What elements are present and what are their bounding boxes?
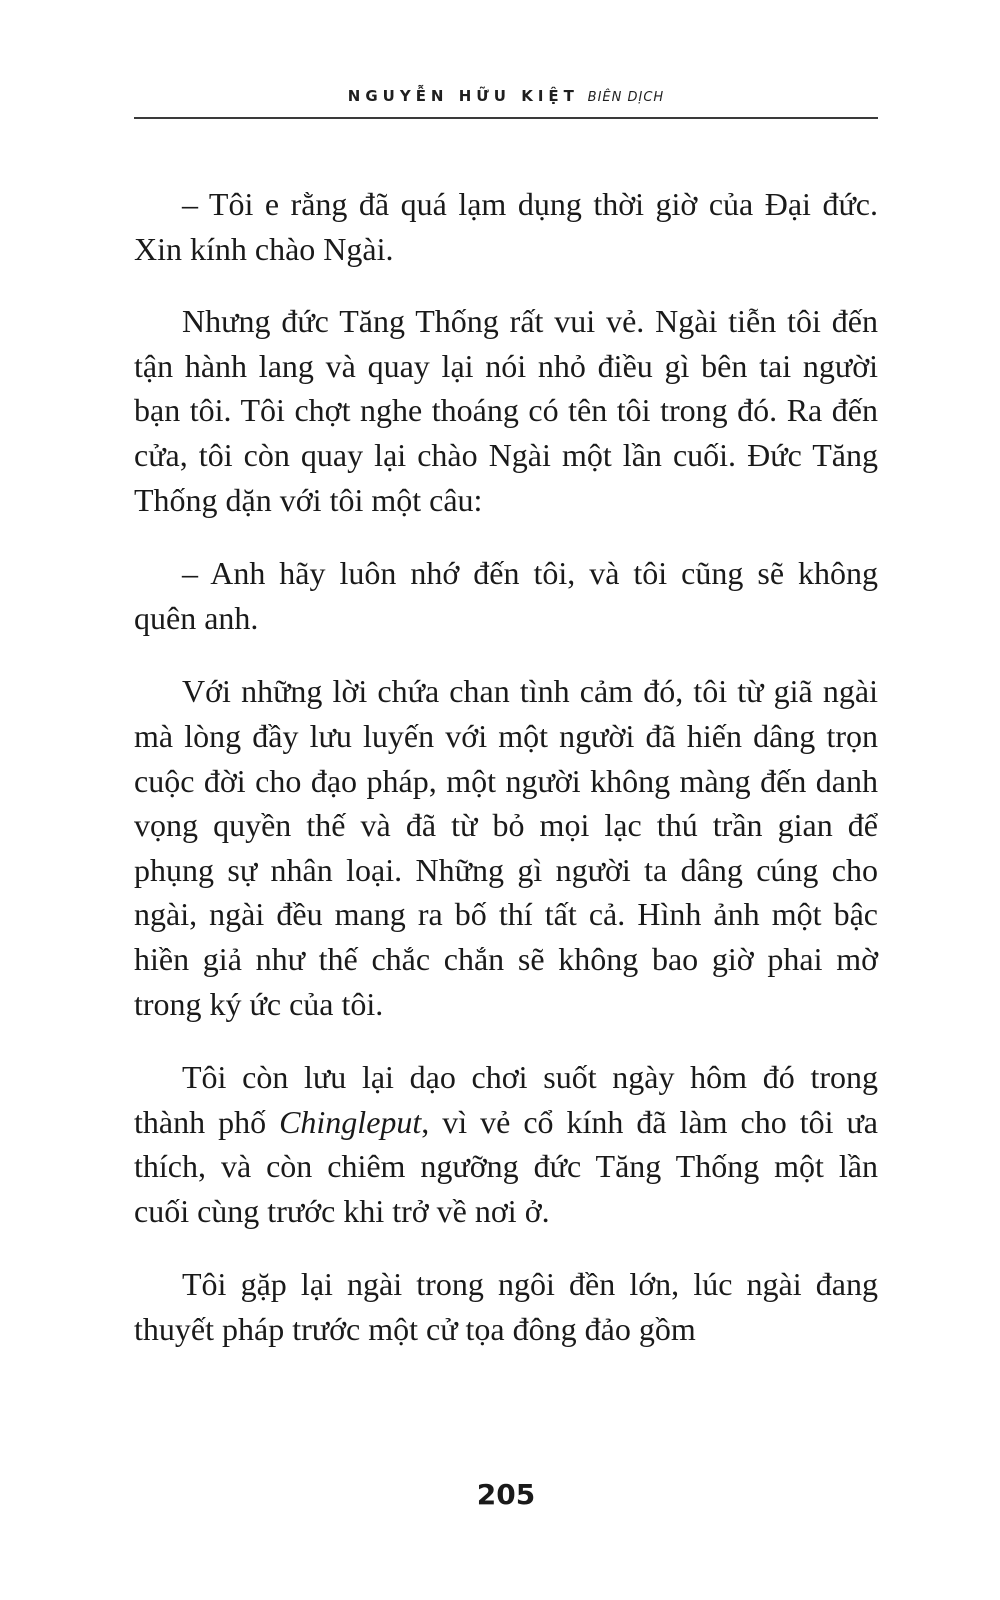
paragraph-chingleput-after: , vì vẻ cổ kính đã làm cho tôi ưa thích, và còn chiêm ngưỡng đức Tăng Thống một lần cuối cùng trước khi trở về nơi ở. [134,1103,879,1229]
page-body [134,182,878,1381]
header-divider [134,117,878,119]
paragraph-chingleput-before: Tôi còn lưu lại dạo chơi suốt ngày hôm đó trong thành phố [134,1059,878,1140]
place-name-chingleput: Chingleput [279,1103,422,1140]
running-header [134,86,878,108]
page-number: 205 [476,1478,536,1511]
header-author: NGUYỄN HỮU KIỆT [347,87,579,105]
paragraph-patriarch-words: – Anh hãy luôn nhớ đến tôi, và tôi cũng sẽ không quên anh. [134,555,878,636]
header-role: BIÊN DỊCH [587,90,665,105]
paragraph-temple-meeting: Tôi gặp lại ngài trong ngôi đền lớn, lúc ngài đang thuyết pháp trước một cử tọa đông đảo gồm [134,1266,878,1348]
paragraph-farewell-remark: – Tôi e rằng đã quá lạm dụng thời giờ của Đại đức. Xin kính chào Ngài. [134,186,878,267]
paragraph-patriarch-farewell: Nhưng đức Tăng Thống rất vui vẻ. Ngài tiễn tôi đến tận hành lang và quay lại nói nhỏ điều gì bên tai người bạn tôi. Tôi chợt nghe thoáng có tên tôi trong đó. Ra đến cửa, tôi còn quay lại chào Ngài một lần cuối. Đức Tăng Thống dặn với tôi một câu: [134,303,878,518]
paragraph-chingleput [134,1055,878,1233]
paragraph-reflection: Với những lời chứa chan tình cảm đó, tôi từ giã ngài mà lòng đầy lưu luyến với một người đã hiến dâng trọn cuộc đời cho đạo pháp, một người không màng đến danh vọng quyền thế và đã từ bỏ mọi lạc thú trần gian để phụng sự nhân loại. Những gì người ta dâng cúng cho ngài, ngài đều mang ra bố thí tất cả. Hình ảnh một bậc hiền giả như thế chắc chắn sẽ không bao giờ phai mờ trong ký ức của tôi. [134,673,878,1022]
